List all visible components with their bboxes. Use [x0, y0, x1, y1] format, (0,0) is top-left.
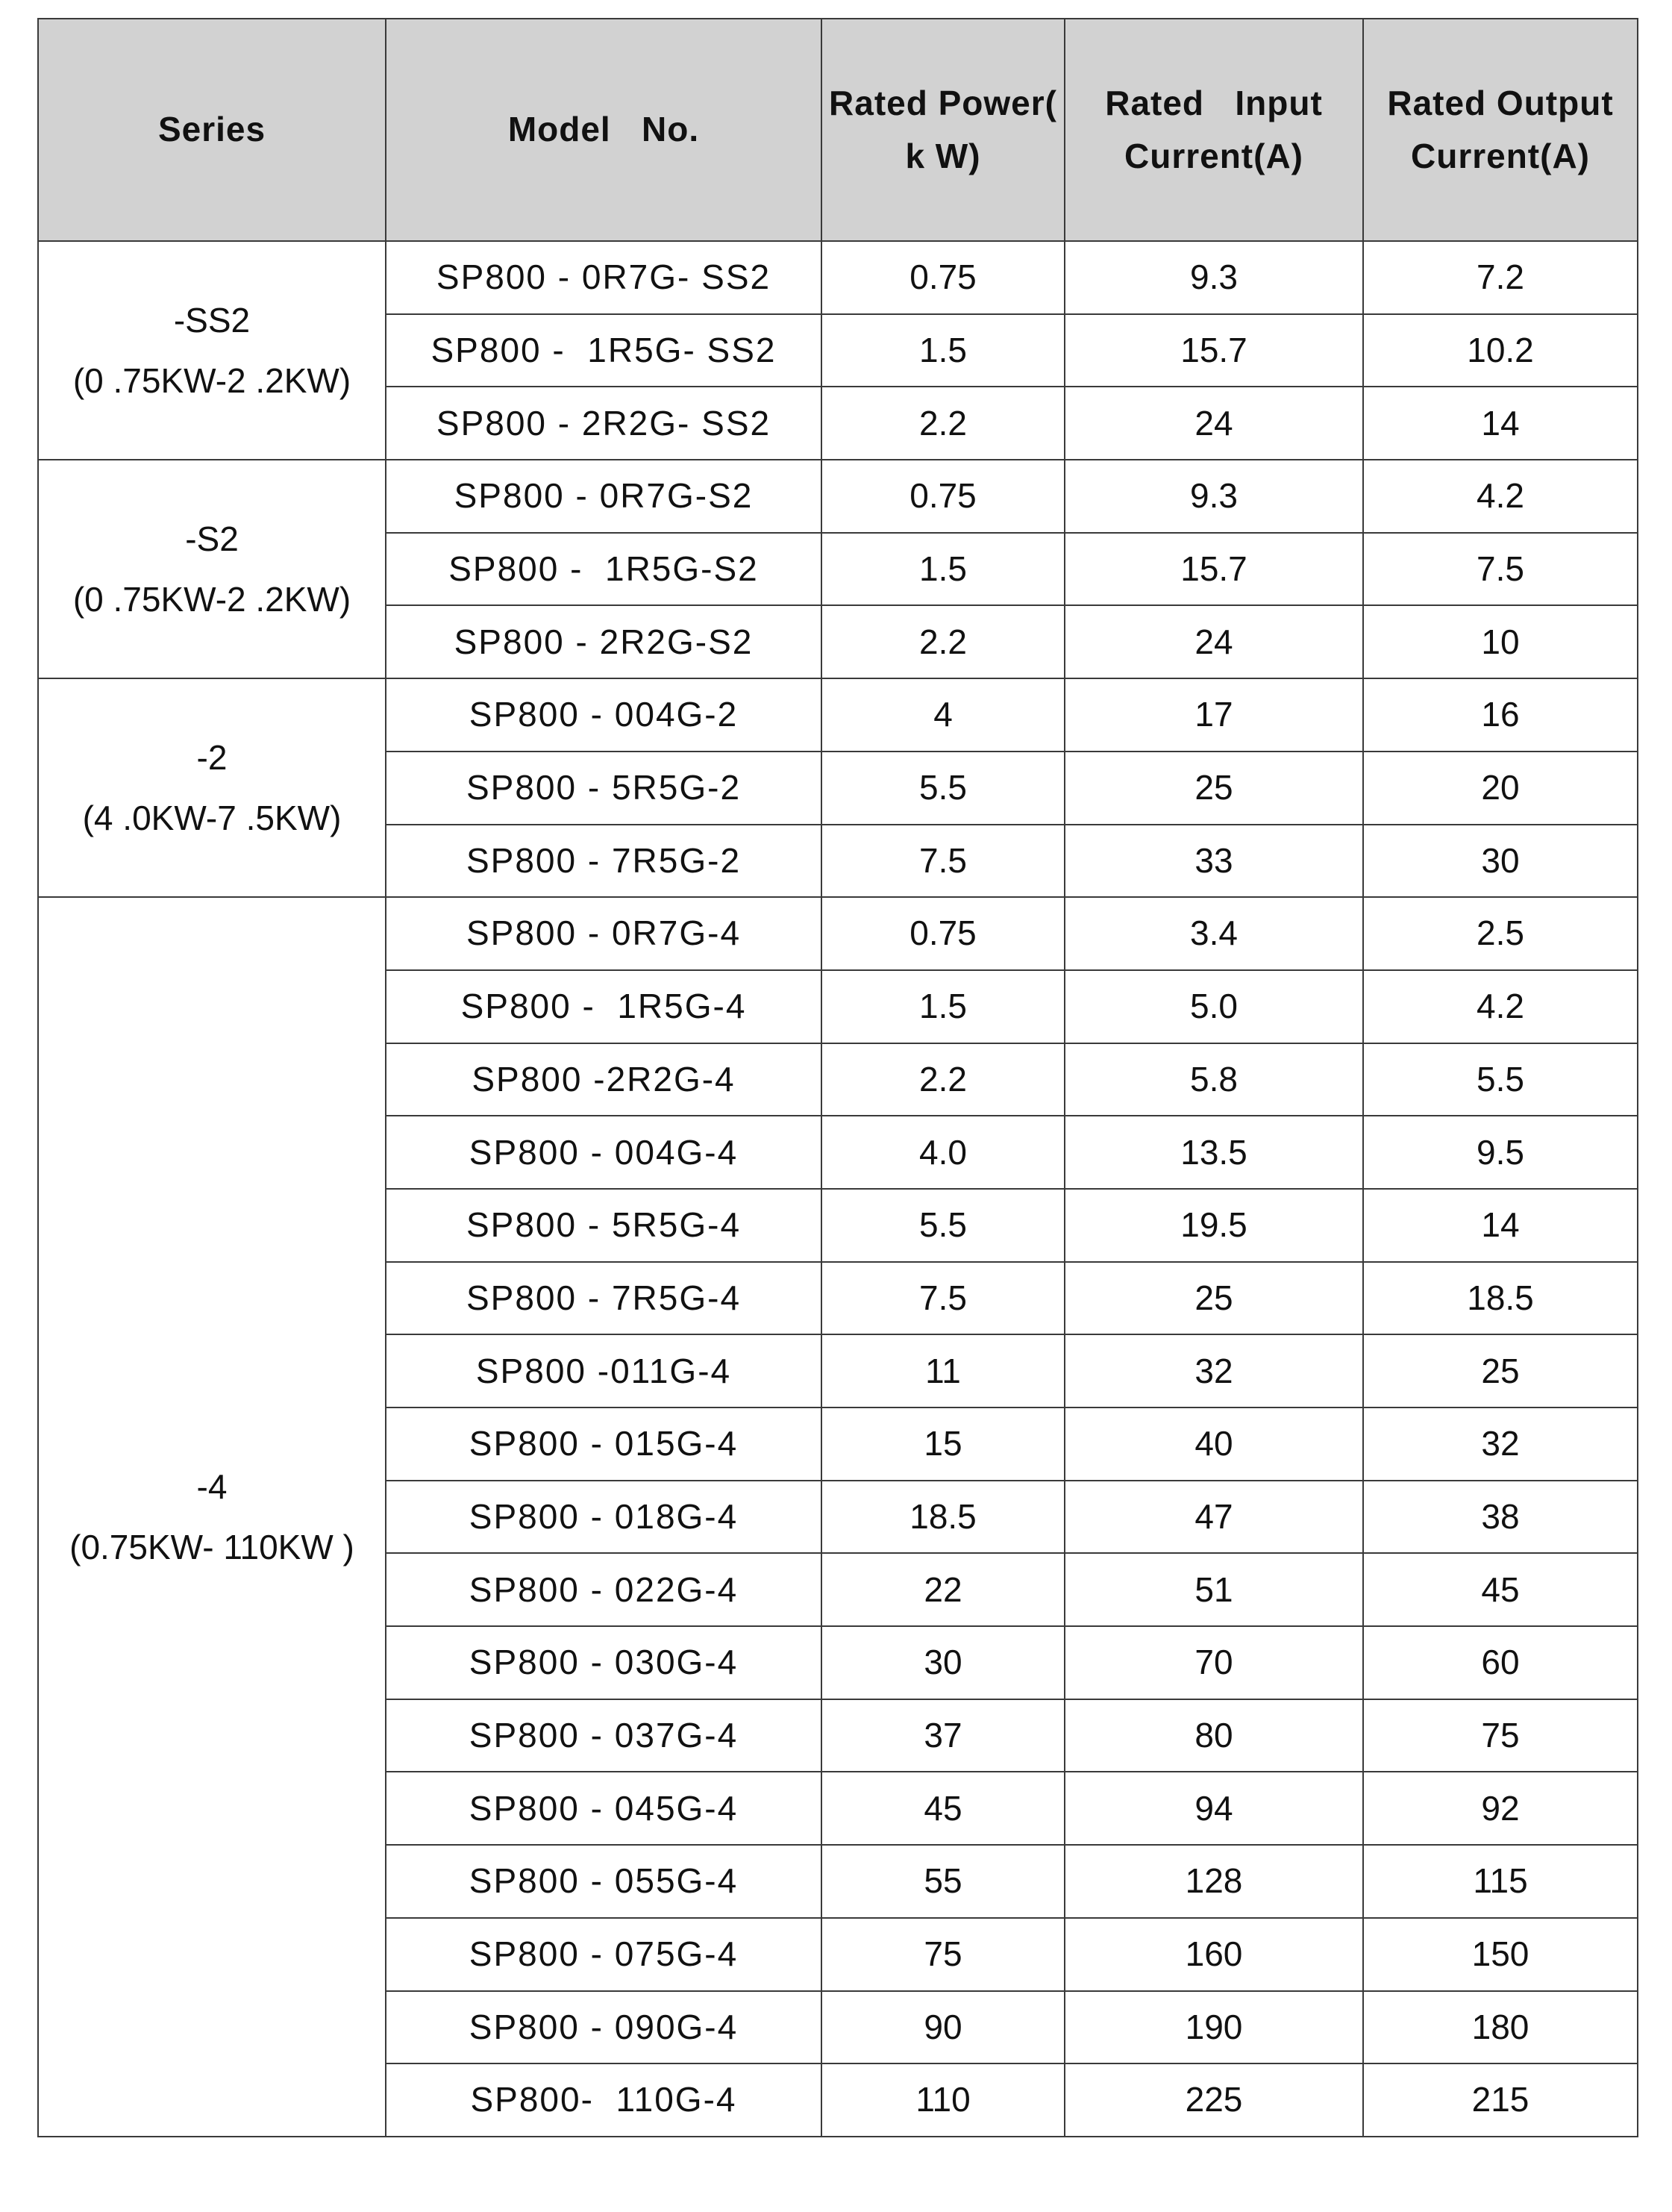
model-cell: SP800 - 004G-4: [386, 1116, 821, 1189]
model-cell: SP800 - 030G-4: [386, 1626, 821, 1699]
rated-input-current-cell: 190: [1065, 1991, 1363, 2064]
rated-output-current-cell: 38: [1363, 1481, 1638, 1554]
rated-power-cell: 0.75: [821, 897, 1065, 970]
rated-input-current-cell: 32: [1065, 1334, 1363, 1408]
series-range: (0 .75KW-2 .2KW): [72, 360, 351, 400]
rated-input-current-cell: 17: [1065, 678, 1363, 752]
rated-power-cell: 15: [821, 1408, 1065, 1481]
rated-input-current-cell: 51: [1065, 1553, 1363, 1626]
rated-output-current-cell: 4.2: [1363, 970, 1638, 1043]
rated-output-current-cell: 115: [1363, 1845, 1638, 1918]
rated-output-current-cell: 30: [1363, 825, 1638, 898]
rated-output-current-cell: 20: [1363, 752, 1638, 825]
rated-power-cell: 1.5: [821, 533, 1065, 606]
model-cell: SP800 - 045G-4: [386, 1772, 821, 1845]
rated-input-current-cell: 25: [1065, 1262, 1363, 1335]
model-cell: SP800 - 022G-4: [386, 1553, 821, 1626]
rated-power-cell: 30: [821, 1626, 1065, 1699]
rated-input-current-cell: 5.0: [1065, 970, 1363, 1043]
header-rated-output-current: Rated Output Current(A): [1363, 19, 1638, 241]
rated-output-current-cell: 2.5: [1363, 897, 1638, 970]
rated-power-cell: 55: [821, 1845, 1065, 1918]
header-model: Model No.: [386, 19, 821, 241]
rated-power-cell: 7.5: [821, 1262, 1065, 1335]
rated-output-current-cell: 215: [1363, 2063, 1638, 2137]
rated-input-current-cell: 5.8: [1065, 1043, 1363, 1116]
rated-power-cell: 1.5: [821, 314, 1065, 387]
rated-input-current-cell: 80: [1065, 1699, 1363, 1772]
model-cell: SP800 - 090G-4: [386, 1991, 821, 2064]
model-cell: SP800 - 5R5G-2: [386, 752, 821, 825]
rated-power-cell: 5.5: [821, 1189, 1065, 1262]
rated-output-current-cell: 14: [1363, 1189, 1638, 1262]
series-cell: [38, 678, 386, 897]
rated-input-current-cell: 33: [1065, 825, 1363, 898]
series-code: -SS2: [173, 301, 251, 340]
header-row: [38, 19, 1638, 241]
rated-power-cell: 110: [821, 2063, 1065, 2137]
rated-power-cell: 11: [821, 1334, 1065, 1408]
rated-output-current-cell: 16: [1363, 678, 1638, 752]
header-rated-power: Rated Power( k W): [821, 19, 1065, 241]
model-cell: SP800 - 015G-4: [386, 1408, 821, 1481]
rated-input-current-cell: 9.3: [1065, 241, 1363, 314]
table-row: [38, 897, 1638, 970]
series-range: (4 .0KW-7 .5KW): [82, 798, 342, 837]
rated-power-cell: 0.75: [821, 460, 1065, 533]
rated-power-cell: 18.5: [821, 1481, 1065, 1554]
rated-input-current-cell: 9.3: [1065, 460, 1363, 533]
rated-input-current-cell: 19.5: [1065, 1189, 1363, 1262]
model-cell: SP800 - 075G-4: [386, 1918, 821, 1991]
series-cell: [38, 897, 386, 2137]
model-cell: SP800 - 0R7G- SS2: [386, 241, 821, 314]
header-series: Series: [38, 19, 386, 241]
model-cell: SP800 - 055G-4: [386, 1845, 821, 1918]
rated-output-current-cell: 7.2: [1363, 241, 1638, 314]
model-cell: SP800 - 0R7G-4: [386, 897, 821, 970]
rated-power-cell: 0.75: [821, 241, 1065, 314]
rated-input-current-cell: 40: [1065, 1408, 1363, 1481]
rated-output-current-cell: 7.5: [1363, 533, 1638, 606]
series-code: -S2: [185, 519, 239, 559]
rated-output-current-cell: 10: [1363, 605, 1638, 678]
rated-power-cell: 37: [821, 1699, 1065, 1772]
model-cell: SP800 - 1R5G- SS2: [386, 314, 821, 387]
model-cell: SP800 -2R2G-4: [386, 1043, 821, 1116]
rated-output-current-cell: 60: [1363, 1626, 1638, 1699]
rated-input-current-cell: 15.7: [1065, 533, 1363, 606]
table-row: [38, 460, 1638, 533]
table-row: [38, 678, 1638, 752]
rated-output-current-cell: 45: [1363, 1553, 1638, 1626]
rated-power-cell: 4.0: [821, 1116, 1065, 1189]
rated-power-cell: 2.2: [821, 387, 1065, 460]
rated-input-current-cell: 24: [1065, 605, 1363, 678]
model-cell: SP800 - 1R5G-S2: [386, 533, 821, 606]
rated-power-cell: 2.2: [821, 1043, 1065, 1116]
rated-input-current-cell: 94: [1065, 1772, 1363, 1845]
rated-power-cell: 2.2: [821, 605, 1065, 678]
rated-output-current-cell: 9.5: [1363, 1116, 1638, 1189]
rated-power-cell: 1.5: [821, 970, 1065, 1043]
series-code: -2: [196, 738, 228, 778]
rated-output-current-cell: 10.2: [1363, 314, 1638, 387]
rated-input-current-cell: 47: [1065, 1481, 1363, 1554]
table-row: [38, 241, 1638, 314]
rated-input-current-cell: 3.4: [1065, 897, 1363, 970]
rated-input-current-cell: 25: [1065, 752, 1363, 825]
model-cell: SP800- 110G-4: [386, 2063, 821, 2137]
rated-output-current-cell: 14: [1363, 387, 1638, 460]
rated-output-current-cell: 18.5: [1363, 1262, 1638, 1335]
model-cell: SP800 - 2R2G-S2: [386, 605, 821, 678]
rated-power-cell: 4: [821, 678, 1065, 752]
rated-input-current-cell: 13.5: [1065, 1116, 1363, 1189]
series-range: (0.75KW- 110KW ): [69, 1527, 354, 1566]
model-cell: SP800 - 5R5G-4: [386, 1189, 821, 1262]
rated-input-current-cell: 225: [1065, 2063, 1363, 2137]
rated-output-current-cell: 25: [1363, 1334, 1638, 1408]
rated-power-cell: 22: [821, 1553, 1065, 1626]
rated-output-current-cell: 180: [1363, 1991, 1638, 2064]
rated-power-cell: 75: [821, 1918, 1065, 1991]
model-cell: SP800 - 7R5G-2: [386, 825, 821, 898]
rated-output-current-cell: 5.5: [1363, 1043, 1638, 1116]
model-cell: SP800 - 7R5G-4: [386, 1262, 821, 1335]
rated-input-current-cell: 15.7: [1065, 314, 1363, 387]
rated-input-current-cell: 70: [1065, 1626, 1363, 1699]
rated-input-current-cell: 160: [1065, 1918, 1363, 1991]
rated-output-current-cell: 32: [1363, 1408, 1638, 1481]
table-body: [38, 241, 1638, 2137]
rated-input-current-cell: 24: [1065, 387, 1363, 460]
table-header: [38, 19, 1638, 241]
rated-output-current-cell: 4.2: [1363, 460, 1638, 533]
series-range: (0 .75KW-2 .2KW): [72, 579, 351, 619]
model-cell: SP800 - 1R5G-4: [386, 970, 821, 1043]
spec-table: [37, 18, 1638, 2137]
rated-output-current-cell: 150: [1363, 1918, 1638, 1991]
model-cell: SP800 - 0R7G-S2: [386, 460, 821, 533]
rated-power-cell: 90: [821, 1991, 1065, 2064]
model-cell: SP800 -011G-4: [386, 1334, 821, 1408]
rated-input-current-cell: 128: [1065, 1845, 1363, 1918]
model-cell: SP800 - 2R2G- SS2: [386, 387, 821, 460]
header-rated-input-current: Rated Input Current(A): [1065, 19, 1363, 241]
series-cell: [38, 460, 386, 678]
model-cell: SP800 - 018G-4: [386, 1481, 821, 1554]
rated-output-current-cell: 92: [1363, 1772, 1638, 1845]
rated-power-cell: 5.5: [821, 752, 1065, 825]
rated-output-current-cell: 75: [1363, 1699, 1638, 1772]
rated-power-cell: 7.5: [821, 825, 1065, 898]
series-code: -4: [196, 1467, 228, 1507]
model-cell: SP800 - 004G-2: [386, 678, 821, 752]
model-cell: SP800 - 037G-4: [386, 1699, 821, 1772]
rated-power-cell: 45: [821, 1772, 1065, 1845]
series-cell: [38, 241, 386, 460]
